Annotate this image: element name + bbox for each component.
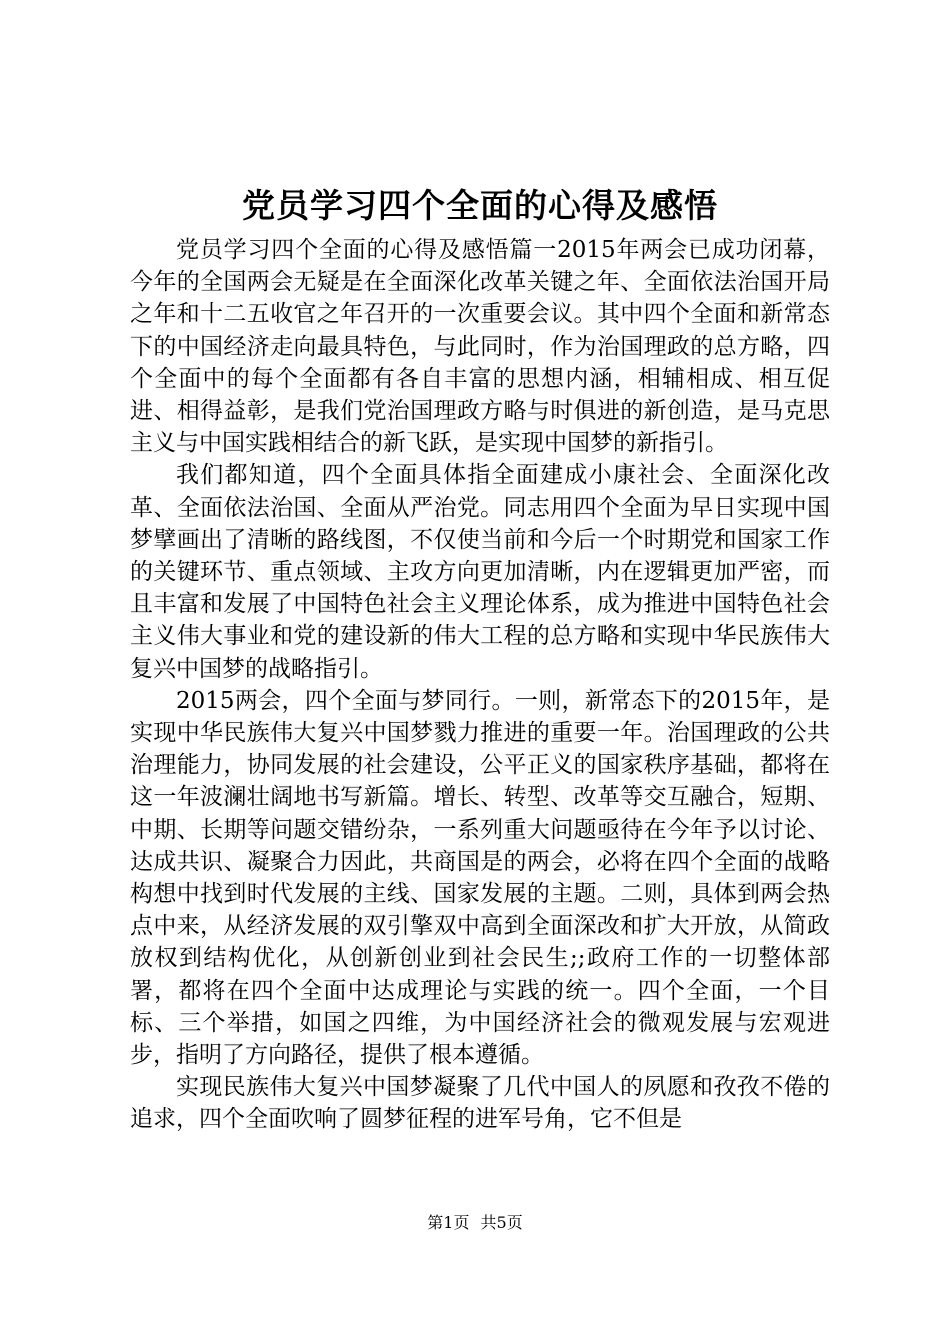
document-body bbox=[130, 234, 830, 1136]
paragraph-2: 我们都知道，四个全面具体指全面建成小康社会、全面深化改革、全面依法治国、全面从严治党。同志用四个全面为早日实现中国梦擘画出了清晰的路线图，不仅使当前和今后一个时期党和国家工作的关键环节、重点领域、主攻方向更加清晰，内在逻辑更加严密，而且丰富和发展了中国特色社会主义理论体系，成为推进中国特色社会主义伟大事业和党的建设新的伟大工程的总方略和实现中华民族伟大复兴中国梦的战略指引。 bbox=[130, 462, 830, 682]
page-total: 共5页 bbox=[480, 1213, 523, 1232]
paragraph-1: 党员学习四个全面的心得及感悟篇一2015年两会已成功闭幕，今年的全国两会无疑是在全面深化改革关键之年、全面依法治国开局之年和十二五收官之年召开的一次重要会议。其中四个全面和新常态下的中国经济走向最具特色，与此同时，作为治国理政的总方略，四个全面中的每个全面都有各自丰富的思想内涵，相辅相成、相互促进、相得益彰，是我们党治国理政方略与时俱进的新创造，是马克思主义与中国实践相结合的新飞跃，是实现中国梦的新指引。 bbox=[130, 237, 830, 457]
document-title: 党员学习四个全面的心得及感悟 bbox=[242, 186, 718, 225]
paragraph-4: 实现民族伟大复兴中国梦凝聚了几代中国人的夙愿和孜孜不倦的追求，四个全面吹响了圆梦征程的进军号角，它不但是 bbox=[130, 1074, 830, 1133]
page-number: 第1页 bbox=[427, 1213, 470, 1232]
page-footer bbox=[0, 1212, 950, 1234]
paragraph-3: 2015两会，四个全面与梦同行。一则，新常态下的2015年，是实现中华民族伟大复兴中国梦戮力推进的重要一年。治国理政的公共治理能力，协同发展的社会建设，公平正义的国家秩序基础，都将在这一年波澜壮阔地书写新篇。增长、转型、改革等交互融合，短期、中期、长期等问题交错纷杂，一系列重大问题亟待在今年予以讨论、达成共识、凝聚合力因此，共商国是的两会，必将在四个全面的战略构想中找到时代发展的主线、国家发展的主题。二则，具体到两会热点中来，从经济发展的双引擎双中高到全面深改和扩大开放，从简政放权到结构优化，从创新创业到社会民生;;政府工作的一切整体部署，都将在四个全面中达成理论与实践的统一。四个全面，一个目标、三个举措，如国之四维，为中国经济社会的微观发展与宏观进步，指明了方向路径，提供了根本遵循。 bbox=[130, 687, 830, 1069]
